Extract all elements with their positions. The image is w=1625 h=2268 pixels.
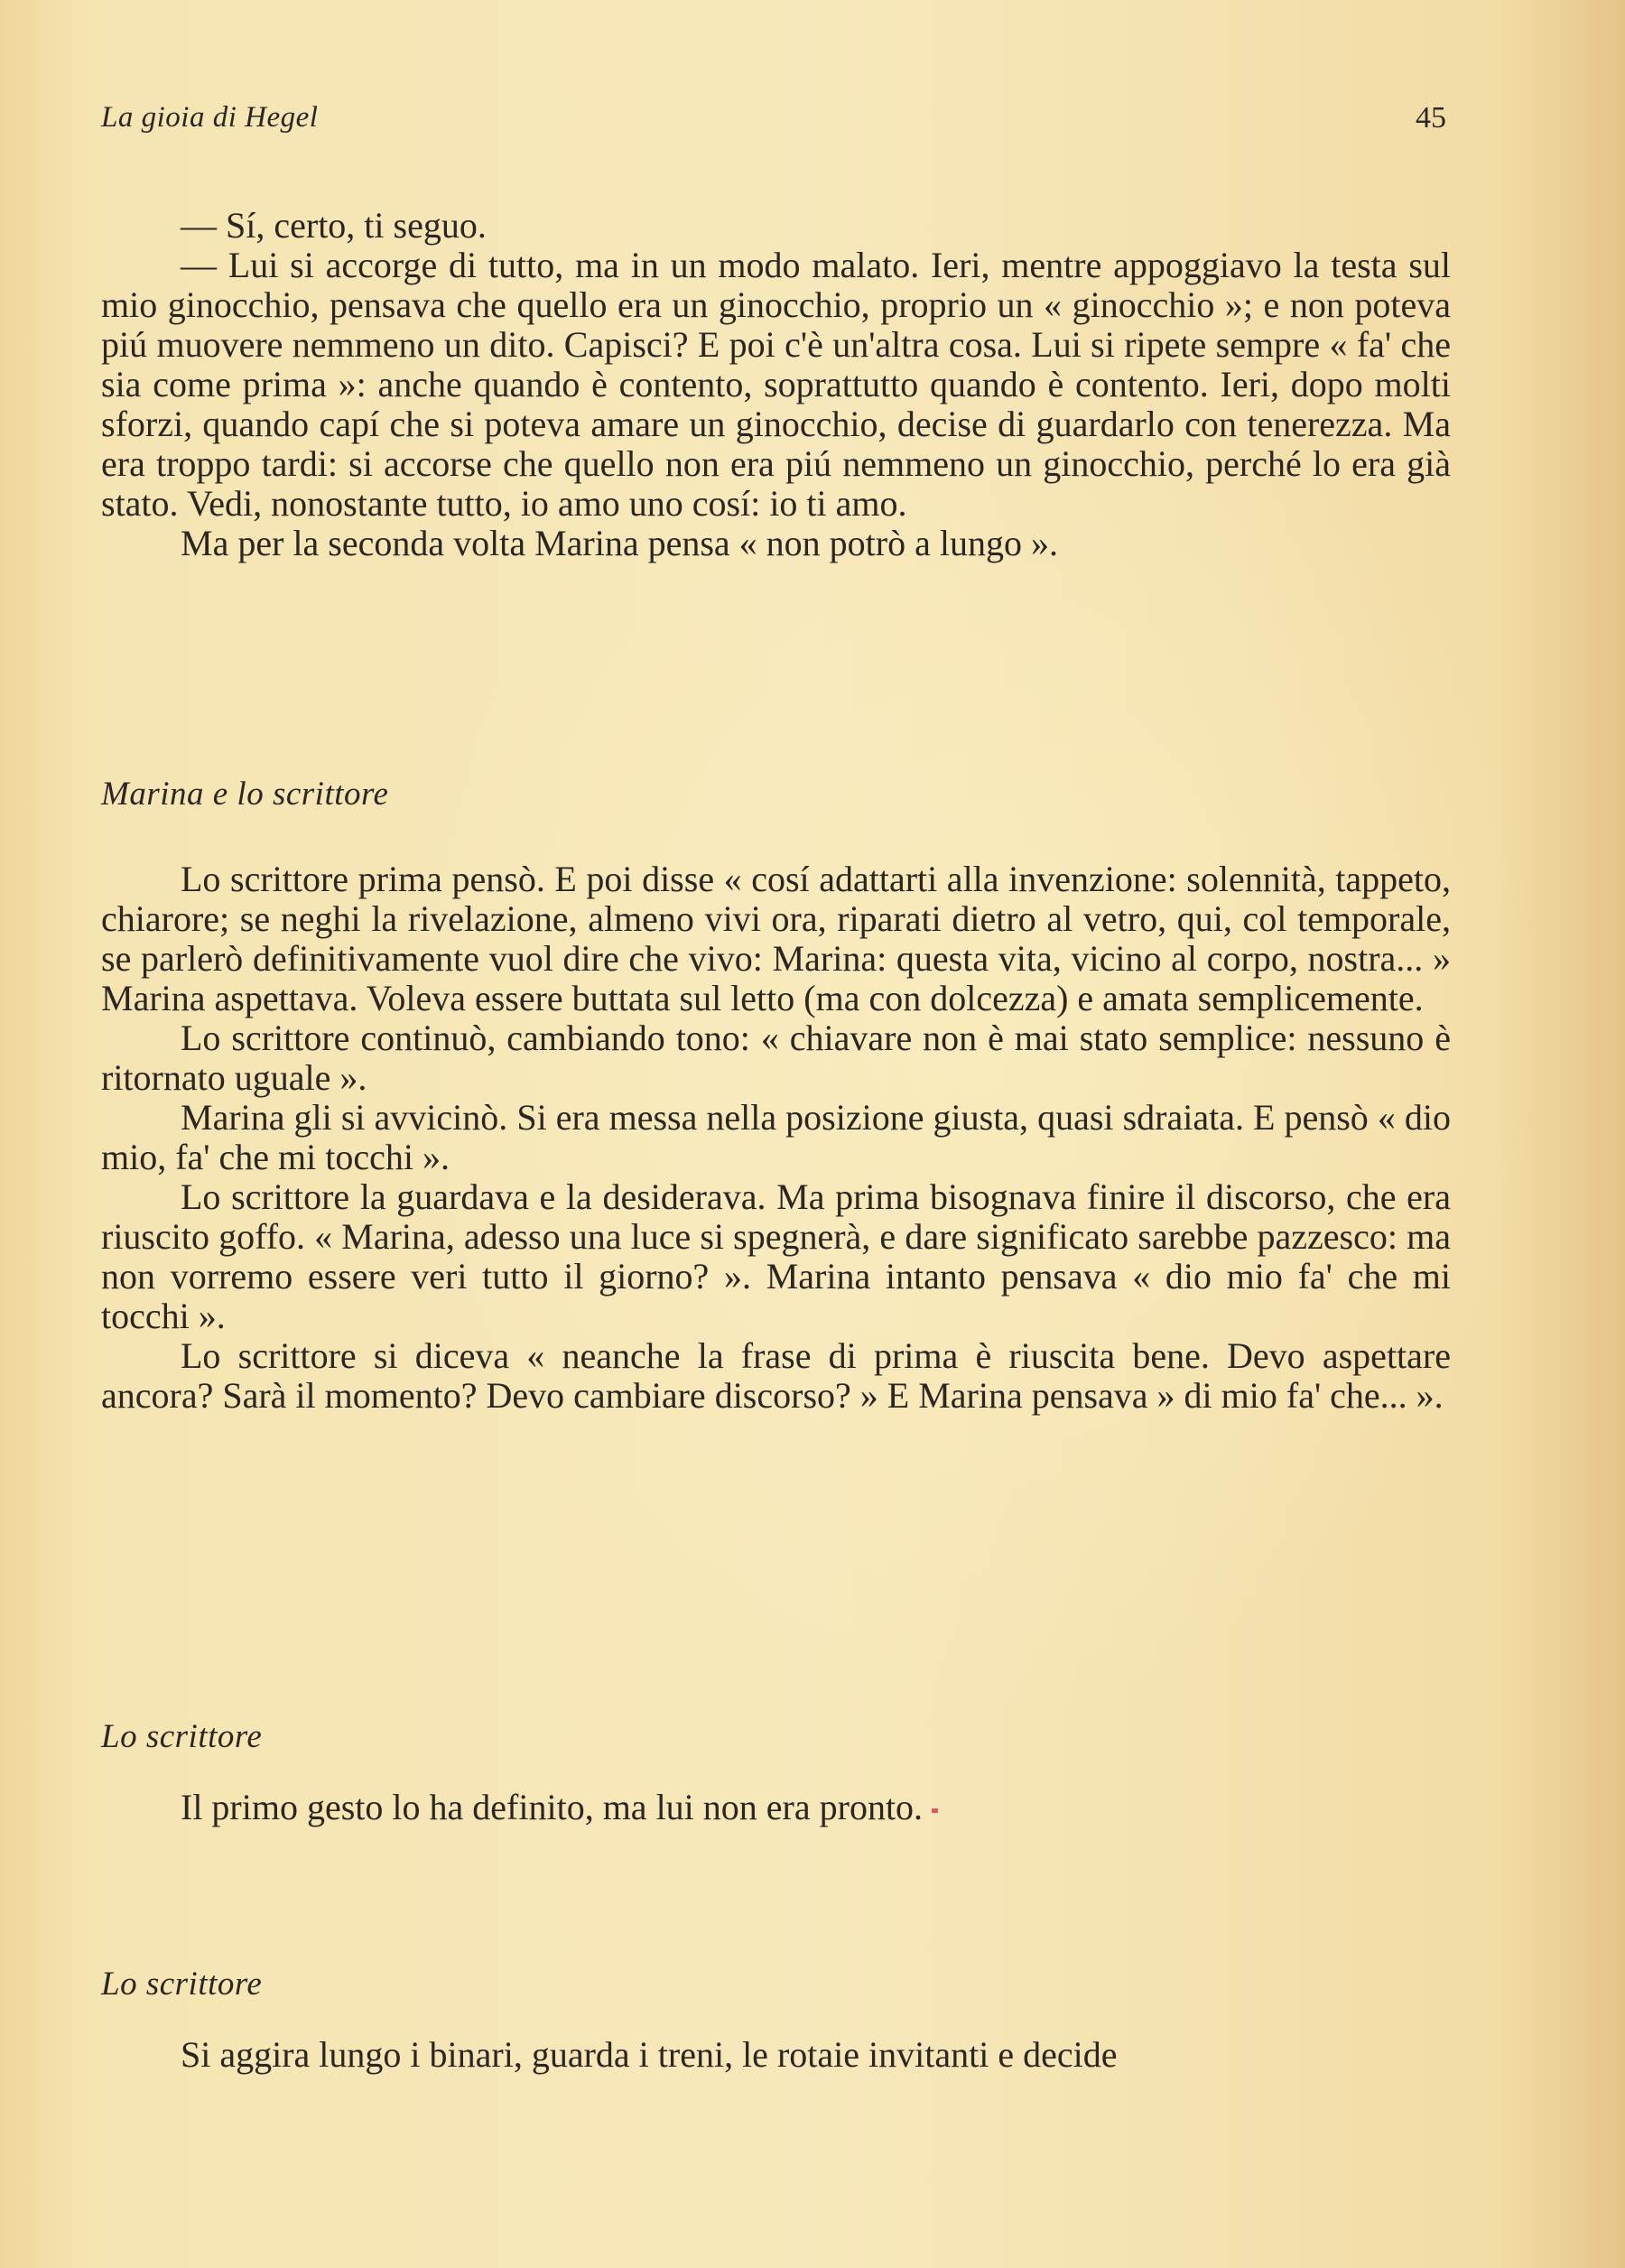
running-title: La gioia di Hegel	[101, 101, 319, 134]
paragraph: Lo scrittore prima pensò. E poi disse « cosí adattarti alla invenzione: solennità, tappeto, chiarore; se neghi la rivelazione, almeno vivi ora, riparati dietro al vetro, qui, col temporale, se parlerò definitivamente vuol dire che vivo: Marina: questa vita, vicino al corpo, nostra... » Marina aspettava. Voleva essere buttata sul letto (ma con dolcezza) e amata semplicemente.	[101, 859, 1451, 1018]
marina-section	[101, 860, 1451, 1416]
paragraph: Il primo gesto lo ha definito, ma lui non era pronto.	[181, 1787, 924, 1827]
paragraph: Lo scrittore continuò, cambiando tono: « chiavare non è mai stato semplice: nessuno è ritornato uguale ».	[101, 1018, 1451, 1098]
paragraph: Marina gli si avvicinò. Si era messa nella posizione giusta, quasi sdraiata. E pensò « dio mio, fa' che mi tocchi ».	[101, 1097, 1451, 1177]
paragraph: — Sí, certo, ti seguo.	[181, 205, 487, 246]
paragraph: Lo scrittore si diceva « neanche la frase di prima è riuscita bene. Devo aspettare ancora? Sarà il momento? Devo cambiare discorso? » E Marina pensava » di mio fa' che... ».	[101, 1335, 1451, 1416]
section-text	[181, 1788, 938, 1827]
paragraph: Si aggira lungo i binari, guarda i treni, le rotaie invitanti e decide	[181, 2034, 1118, 2075]
dialogue-section	[101, 206, 1451, 563]
section-heading-marina-e-lo-scrittore: Marina e lo scrittore	[101, 776, 389, 813]
section-heading-lo-scrittore: Lo scrittore	[101, 1718, 263, 1755]
paragraph: — Lui si accorge di tutto, ma in un modo malato. Ieri, mentre appoggiavo la testa sul mio ginocchio, pensava che quello era un ginocchio, proprio un « ginocchio »; e non poteva piú muovere nemmeno un dito. Capisci? E poi c'è un'altra cosa. Lui si ripete sempre « fa' che sia come prima »: anche quando è contento, soprattutto quando è contento. Ieri, dopo molti sforzi, quando capí che si poteva amare un ginocchio, decise di guardarlo con tenerezza. Ma era troppo tardi: si accorse che quello non era piú nemmeno un ginocchio, perché lo era già stato. Vedi, nonostante tutto, io amo uno cosí: io ti amo.	[101, 245, 1451, 524]
paragraph: Ma per la seconda volta Marina pensa « non potrò a lungo ».	[181, 523, 1058, 563]
section-text	[181, 2035, 1117, 2075]
section-heading-lo-scrittore-2: Lo scrittore	[101, 1966, 263, 2003]
paragraph: Lo scrittore la guardava e la desiderava. Ma prima bisognava finire il discorso, che era riuscito goffo. « Marina, adesso una luce si spegnerà, e dare significato sarebbe pazzesco: ma non vorremo essere veri tutto il giorno? ». Marina intanto pensava « dio mio fa' che mi tocchi ».	[101, 1176, 1451, 1336]
page-number: 45	[1416, 101, 1446, 135]
red-ink-mark	[932, 1808, 938, 1813]
